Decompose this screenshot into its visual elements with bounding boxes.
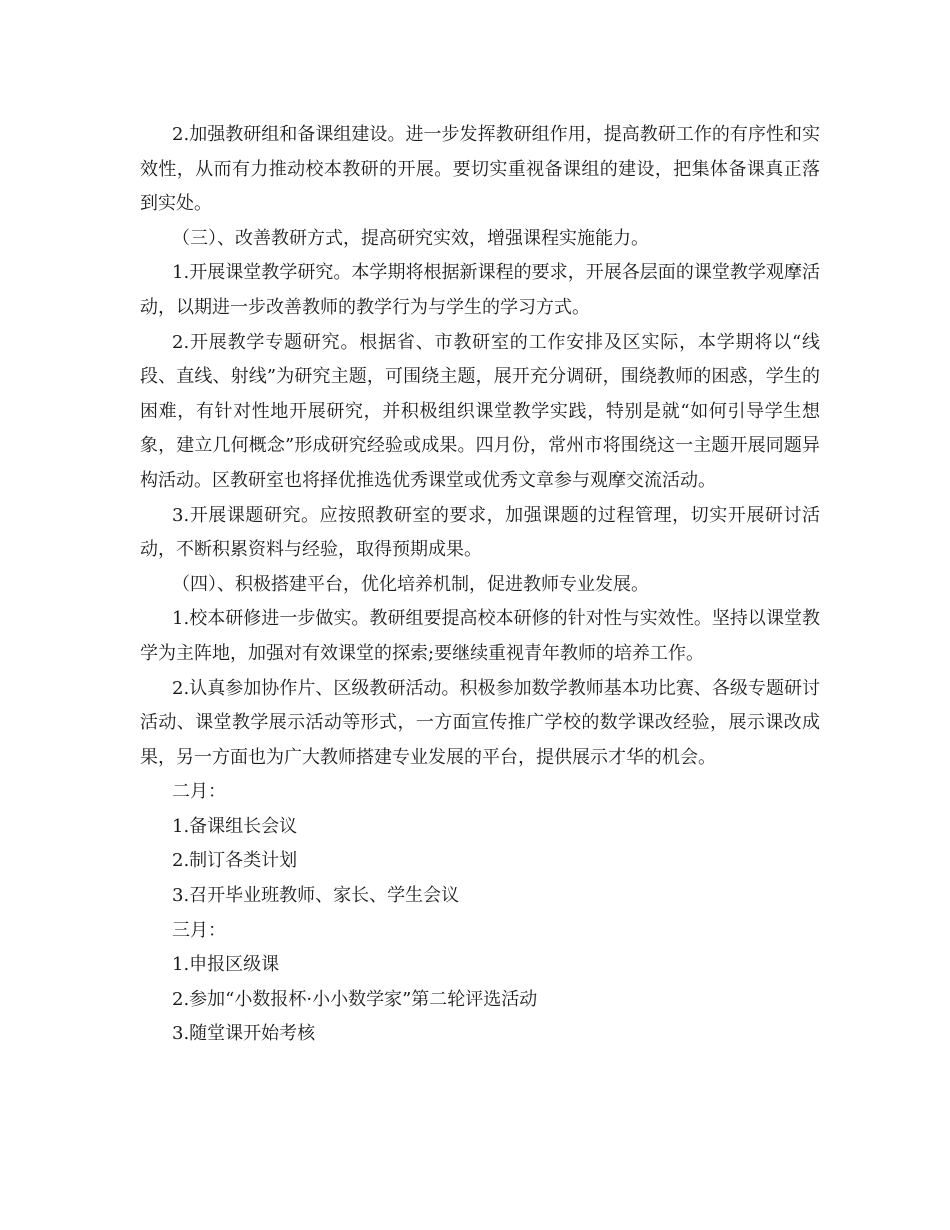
list-item: 2.制订各类计划 — [172, 850, 298, 872]
paragraph-classroom-research: 1.开展课堂教学研究。本学期将根据新课程的要求，开展各层面的课堂教学观摩活动，以期进一步改善教师的教学行为与学生的学习方式。 — [140, 262, 820, 318]
paragraph-project-research: 3.开展课题研究。应按照教研室的要求，加强课题的过程管理，切实开展研讨活动，不断积累资料与经验，取得预期成果。 — [140, 504, 820, 561]
list-item: 2.参加“小数报杯·小小数学家”第二轮评选活动 — [172, 988, 538, 1010]
list-item: 1.申报区级课 — [172, 954, 280, 976]
paragraph-school-training: 1.校本研修进一步做实。教研组要提高校本研修的针对性与实效性。坚持以课堂教学为主阵地，加强对有效课堂的探索;要继续重视青年教师的培养工作。 — [140, 608, 820, 664]
list-item: 1.备课组长会议 — [172, 815, 298, 837]
month-heading-february: 二月： — [172, 781, 226, 803]
list-item: 3.召开毕业班教师、家长、学生会议 — [172, 885, 460, 907]
paragraph-district-activities: 2.认真参加协作片、区级教研活动。积极参加数学教师基本功比赛、各级专题研讨活动、课堂教学展示活动等形式，一方面宣传推广学校的数学课改经验，展示课改成果，另一方面也为广大教师搭建专业发展的平台，提供展示才华的机会。 — [140, 677, 820, 768]
paragraph-topic-research: 2.开展教学专题研究。根据省、市教研室的工作安排及区实际，本学期将以“线段、直线、射线”为研究主题，可围绕主题，展开充分调研，围绕教师的困惑，学生的困难，有针对性地开展研究，并积极组织课堂教学实践，特别是就“如何引导学生想象，建立几何概念”形成研究经验或成果。四月份，常州市将围绕这一主题开展同题异构活动。区教研室也将择优推选优秀课堂或优秀文章参与观摩交流活动。 — [140, 331, 820, 491]
heading-section-three: （三）、改善教研方式，提高研究实效，增强课程实施能力。 — [172, 227, 649, 249]
document-body — [140, 118, 820, 1052]
list-item: 3.随堂课开始考核 — [172, 1023, 316, 1045]
month-heading-march: 三月： — [172, 919, 226, 941]
paragraph-team-building: 2.加强教研组和备课组建设。进一步发挥教研组作用，提高教研工作的有序性和实效性，从而有力推动校本教研的开展。要切实重视备课组的建设，把集体备课真正落到实处。 — [140, 124, 820, 215]
heading-section-four: （四）、积极搭建平台，优化培养机制，促进教师专业发展。 — [172, 573, 649, 595]
